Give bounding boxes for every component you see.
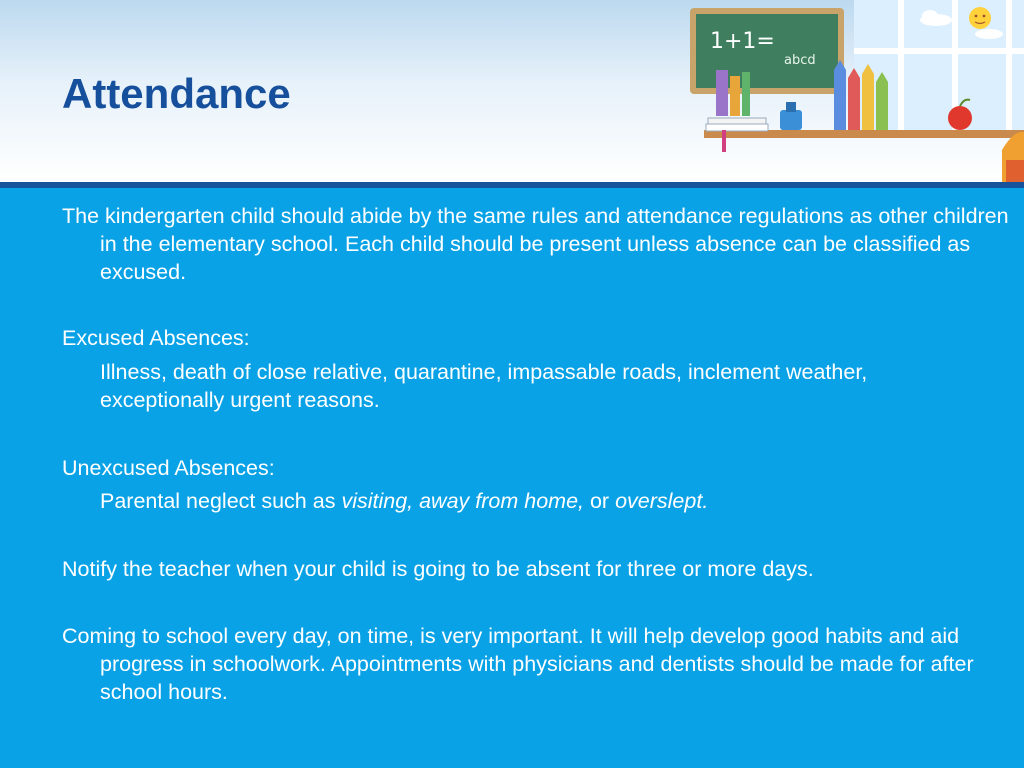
excused-detail: Illness, death of close relative, quarantine, impassable roads, inclement weather, exceptionally urgent reasons.	[100, 360, 868, 412]
notify-paragraph: Notify the teacher when your child is going to be absent for three or more days.	[62, 557, 814, 581]
backpack-icon	[1002, 132, 1024, 182]
slide-header	[0, 0, 1024, 182]
unexcused-detail-mid: or	[584, 489, 616, 513]
glue-bottle-icon	[780, 102, 802, 130]
chalkboard-letters-text: abcd	[784, 53, 816, 68]
chalkboard	[690, 8, 844, 94]
slide-body	[0, 188, 1024, 768]
unexcused-heading: Unexcused Absences:	[62, 456, 275, 480]
unexcused-detail-prefix: Parental neglect such as	[100, 489, 342, 513]
excused-heading: Excused Absences:	[62, 326, 250, 350]
classroom-illustration	[684, 0, 1024, 182]
paint-jar-icon	[716, 70, 750, 116]
unexcused-detail-italic-1: visiting, away from home,	[341, 489, 584, 513]
intro-paragraph: The kindergarten child should abide by the same rules and attendance regulations as other children in the elementary school. Each child should be present unless absence can be classified as excused.	[62, 204, 1009, 284]
chalkboard-math-text: 1+1=	[710, 29, 775, 54]
closing-paragraph: Coming to school every day, on time, is very important. It will help develop good habits and aid progress in schoolwork. Appointments with physicians and dentists should be made for after school hours.	[62, 624, 974, 704]
slide-title: Attendance	[62, 70, 291, 117]
unexcused-detail	[100, 487, 960, 515]
unexcused-detail-italic-2: overslept.	[615, 489, 709, 513]
